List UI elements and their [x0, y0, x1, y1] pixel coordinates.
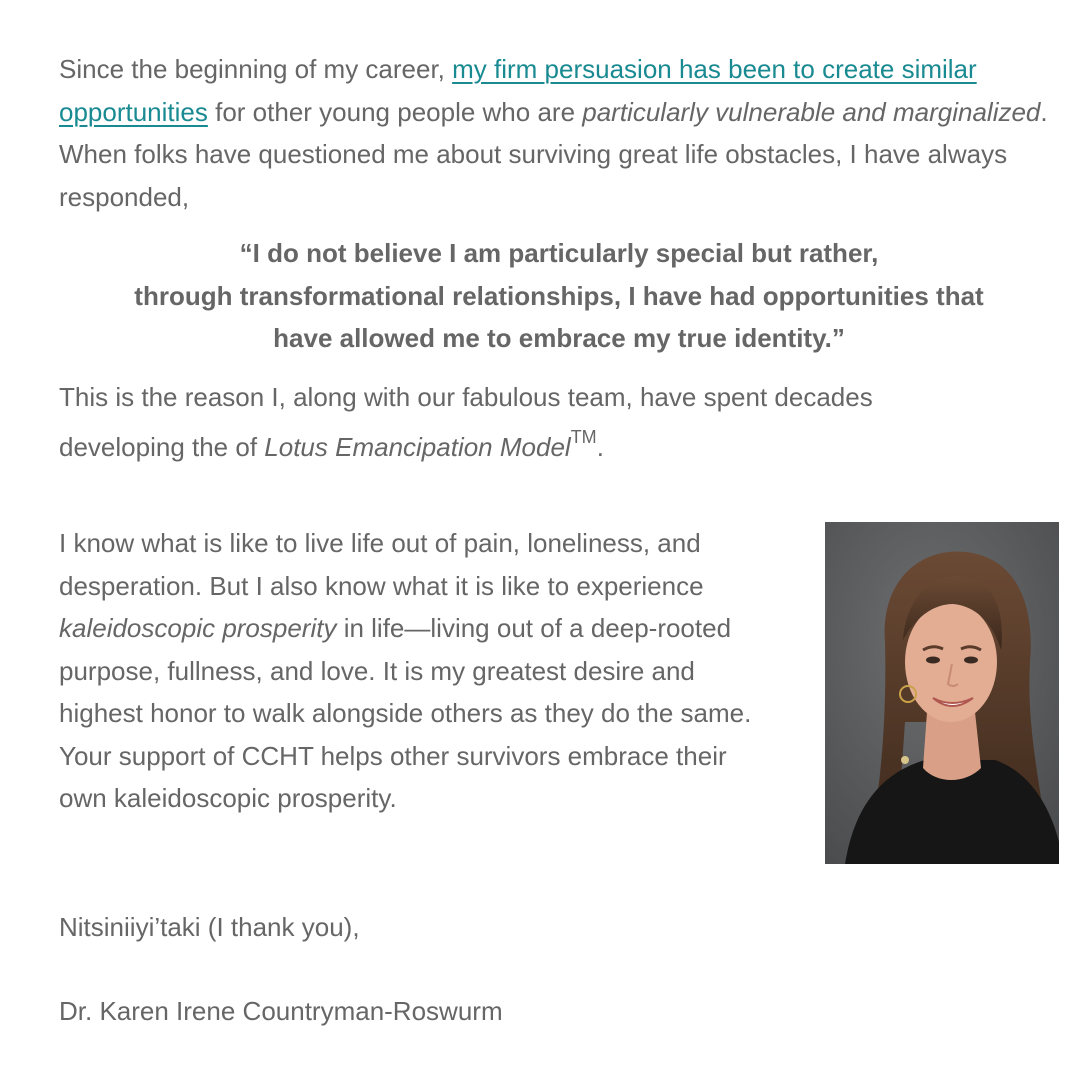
quote-line-2: through transformational relationships, I have had opportunities that: [134, 280, 984, 311]
model-line-1: This is the reason I, along with our fabulous team, have spent decades: [59, 381, 873, 412]
signature-name: Dr. Karen Irene Countryman-Roswurm: [59, 996, 503, 1026]
story-paragraph: [59, 522, 779, 820]
model-line-2-start: developing the of: [59, 432, 265, 462]
quote-line-3: have allowed me to embrace my true identity.”: [273, 323, 845, 353]
intro-text-start: Since the beginning of my career,: [59, 54, 453, 84]
closing-line: Nitsiniiyi’taki (I thank you),: [59, 912, 360, 942]
intro-text-middle: for other young people who are: [207, 96, 583, 127]
portrait-illustration: [825, 522, 1059, 864]
firm-persuasion-link[interactable]: my firm persuasion has been to create similar opportunities: [59, 54, 977, 127]
story-italic-text: kaleidoscopic prosperity: [59, 613, 337, 643]
pull-quote: [47, 232, 1071, 360]
intro-italic-text: particularly vulnerable and marginalized: [582, 96, 1041, 127]
story-text-start: I know what is like to live life out of pain, loneliness, and desperation. But I also know what it is like to experience: [59, 528, 704, 601]
story-text-end: in life—living out of a deep-rooted purpose, fullness, and love. It is my greatest desire and highest honor to walk alongside others as they do the same. Your support of CCHT helps other survivors embrace their own kaleidoscopic prosperity.: [59, 613, 752, 813]
intro-paragraph: [59, 48, 1059, 218]
model-name: Lotus Emancipation Model: [264, 432, 571, 462]
intro-text-end: . When folks have questioned me about surviving great life obstacles, I have always responded,: [59, 96, 1048, 212]
letter-body: [59, 48, 1059, 472]
author-portrait: [825, 522, 1059, 864]
trademark-symbol: TM: [570, 427, 597, 447]
model-line-2: [59, 426, 1059, 472]
model-line-2-end: .: [596, 432, 604, 462]
quote-line-1: “I do not believe I am particularly special but rather,: [239, 238, 879, 268]
model-paragraph: [59, 376, 1059, 472]
